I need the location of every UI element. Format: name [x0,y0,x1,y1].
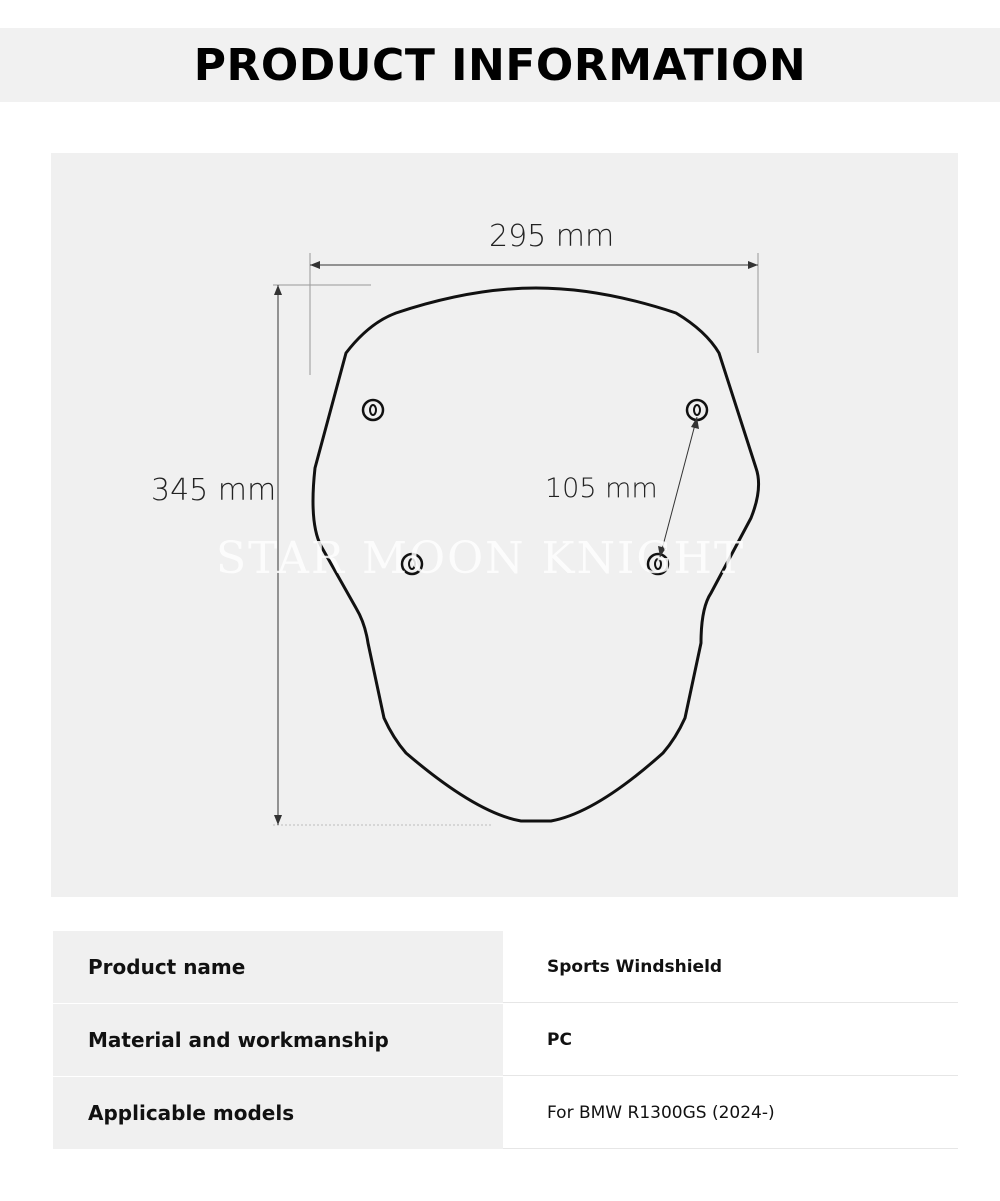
spec-value: PC [503,1004,958,1076]
windshield-diagram [51,153,958,897]
spec-label: Product name [53,931,503,1003]
spec-label: Material and workmanship [53,1004,503,1076]
width-arrow-right [748,261,758,269]
height-arrow-top [274,285,282,295]
width-arrow-left [310,261,320,269]
spec-table [53,931,958,1150]
spec-value: For BMW R1300GS (2024-) [503,1077,958,1149]
spec-label: Applicable models [53,1077,503,1149]
hole-spacing-label: 105 mm [545,473,658,504]
spec-row-applicable-models [53,1077,958,1149]
page-title: PRODUCT INFORMATION [193,39,807,91]
height-dimension-label: 345 mm [151,473,277,508]
watermark-text: STAR MOON KNIGHT [216,533,746,584]
spec-row-product-name [53,931,958,1003]
header-bar [0,28,1000,102]
width-dimension-label: 295 mm [489,219,615,254]
height-arrow-bottom [274,815,282,825]
spec-row-material [53,1004,958,1076]
spec-value: Sports Windshield [503,931,958,1003]
mounting-hole-top-left [363,400,383,420]
windshield-drawing [51,153,958,897]
